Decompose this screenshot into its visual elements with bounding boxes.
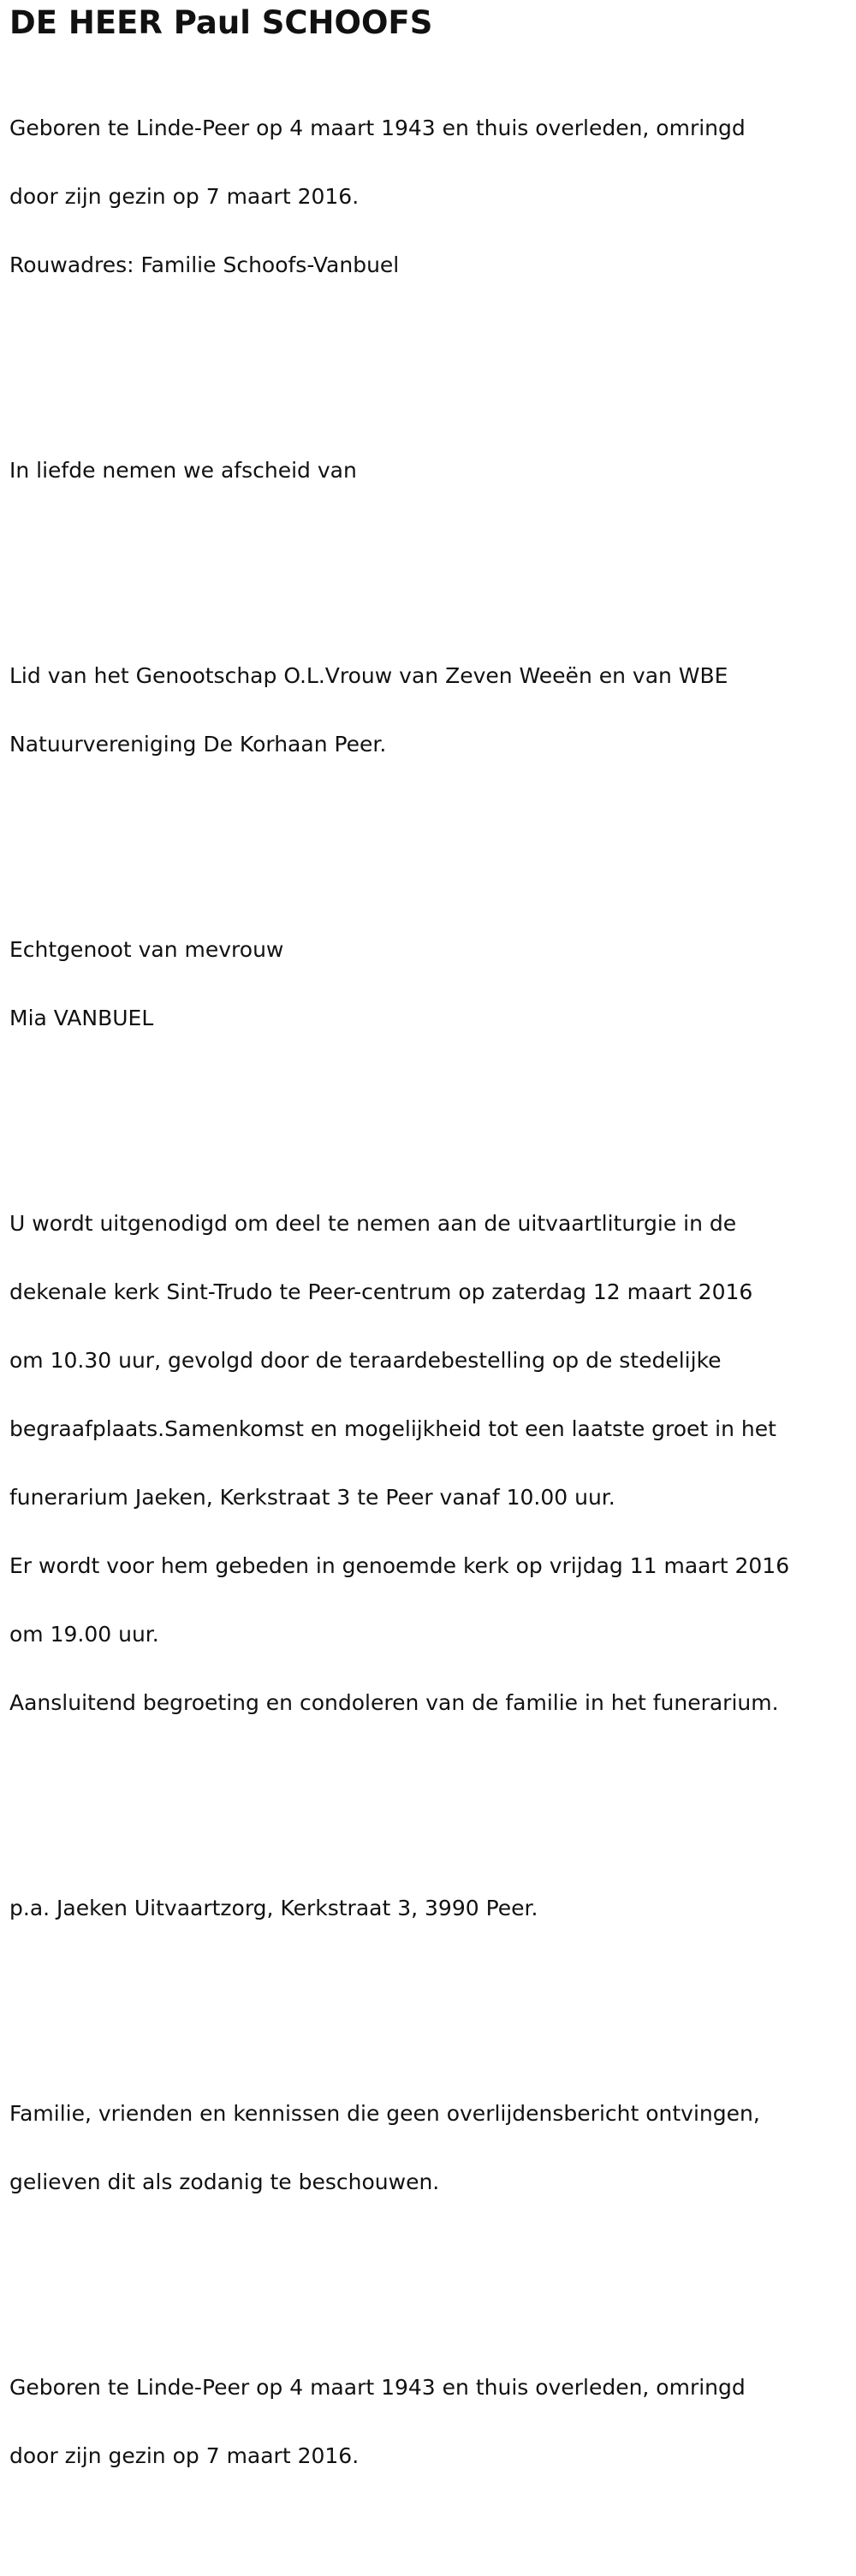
text-line: om 10.30 uur, gevolgd door de teraardebestelling op de stedelijke [9,1348,722,1373]
text-line: Natuurvereniging De Korhaan Peer. [9,732,387,757]
text-line: Er wordt voor hem gebeden in genoemde kerk op vrijdag 11 maart 2016 [9,1553,790,1578]
text-line: Echtgenoot van mevrouw [9,937,284,962]
text-line: U wordt uitgenodigd om deel te nemen aan de uitvaartliturgie in de [9,1211,737,1236]
text-line: Familie, vrienden en kennissen die geen overlijdensbericht ontvingen, [9,2101,760,2126]
obituary-body [9,43,856,2576]
paragraph-address [9,1857,856,1960]
paragraph-birth-death [9,77,856,317]
text-line: Geboren te Linde-Peer op 4 maart 1943 en thuis overleden, omringd [9,2375,746,2400]
text-line: begraafplaats.Samenkomst en mogelijkheid tot een laatste groet in het [9,1416,776,1441]
text-line: dekenale kerk Sint-Trudo te Peer-centrum op zaterdag 12 maart 2016 [9,1279,753,1304]
text-line: funerarium Jaeken, Kerkstraat 3 te Peer vanaf 10.00 uur. [9,1485,615,1510]
paragraph-spouse [9,899,856,1070]
text-line: gelieven dit als zodanig te beschouwen. [9,2169,440,2194]
paragraph-birth-death-repeat [9,2336,856,2508]
obituary-title: DE HEER Paul SCHOOFS [9,4,433,41]
text-line: p.a. Jaeken Uitvaartzorg, Kerkstraat 3, 3990 Peer. [9,1896,538,1920]
paragraph-funeral-details [9,1172,856,1754]
paragraph-notice [9,2063,856,2234]
text-line: door zijn gezin op 7 maart 2016. [9,184,360,209]
text-line: In liefde nemen we afscheid van [9,458,357,483]
text-line: door zijn gezin op 7 maart 2016. [9,2443,360,2468]
text-line: Aansluitend begroeting en condoleren van de familie in het funerarium. [9,1690,779,1715]
text-line: Rouwadres: Familie Schoofs-Vanbuel [9,252,400,277]
text-line: Geboren te Linde-Peer op 4 maart 1943 en thuis overleden, omringd [9,116,746,140]
text-line: Mia VANBUEL [9,1006,154,1030]
paragraph-memberships [9,625,856,796]
text-line: om 19.00 uur. [9,1622,159,1647]
text-line: Lid van het Genootschap O.L.Vrouw van Zeven Weeën en van WBE [9,663,728,688]
paragraph-farewell [9,419,856,522]
